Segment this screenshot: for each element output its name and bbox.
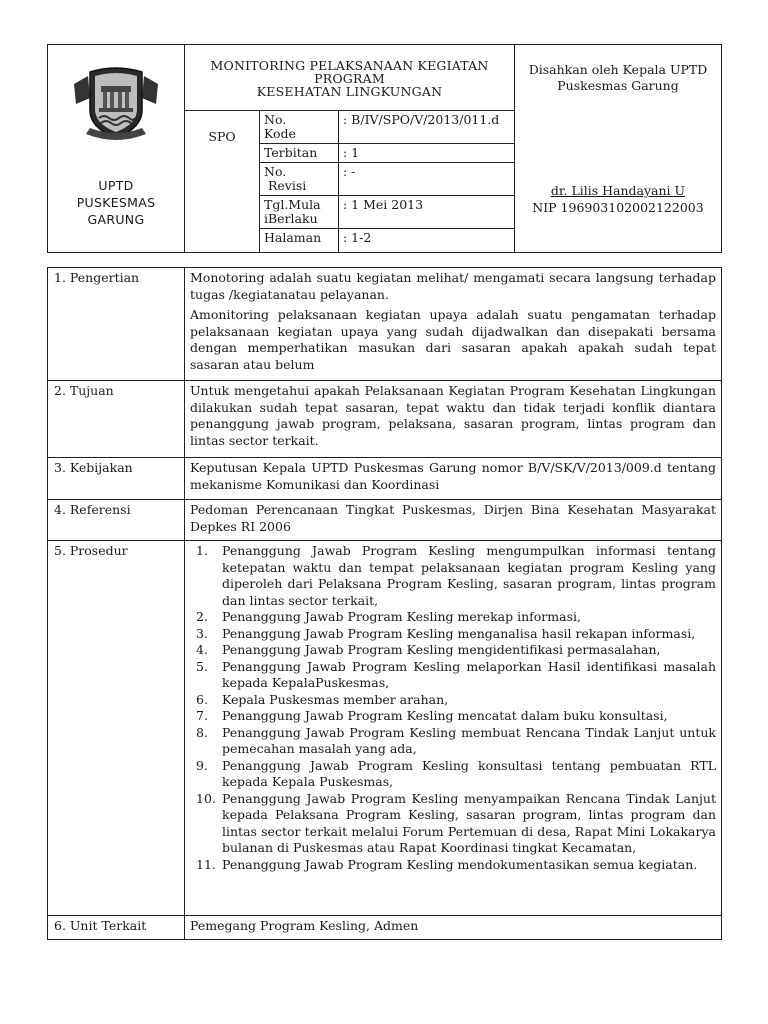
section-content: Pemegang Program Kesling, Admen	[185, 916, 722, 940]
section-label: 4. Referensi	[48, 500, 185, 541]
title-line-1: MONITORING PELAKSANAAN KEGIATAN	[210, 58, 489, 73]
title-line-3: KESEHATAN LINGKUNGAN	[256, 84, 443, 99]
procedure-step	[190, 609, 716, 626]
step-number: 8.	[196, 724, 208, 740]
step-number: 11.	[196, 856, 216, 872]
section-row-prosedur	[48, 541, 722, 916]
org-line-1: UPTD	[98, 178, 134, 193]
section-label: 5. Prosedur	[48, 541, 185, 916]
approval-cell	[515, 45, 722, 253]
section-content: Keputusan Kepala UPTD Puskesmas Garung nomor B/V/SK/V/2013/009.d tentang mekanisme Komunikasi dan Koordinasi	[185, 458, 722, 500]
puskesmas-logo	[48, 45, 184, 165]
org-line-3: GARUNG	[87, 212, 145, 227]
approval-text	[515, 45, 721, 94]
document-title	[185, 45, 515, 111]
paragraph: Amonitoring pelaksanaan kegiatan upaya adalah suatu pengamatan terhadap pelaksanaan kegiatan upaya yang sudah dijadwalkan dan disepakati bersama dengan memperhatikan masukan dari sasaran apakah apakah sudah tepat sasaran atau belum	[190, 307, 716, 372]
step-number: 2.	[196, 609, 208, 624]
procedure-step	[190, 758, 716, 791]
spo-label: SPO	[208, 129, 236, 144]
section-label: 3. Kebijakan	[48, 458, 185, 500]
paragraph: Monotoring adalah suatu kegiatan melihat/ mengamati secara langsung terhadap tugas /kegiatanatau pelayanan.	[190, 270, 716, 302]
step-text: Kepala Puskesmas member arahan,	[222, 691, 449, 707]
step-number: 6.	[196, 691, 208, 707]
procedure-step	[190, 708, 716, 725]
step-number: 10.	[196, 790, 216, 806]
signature-block	[515, 94, 721, 216]
section-row-tujuan	[48, 381, 722, 458]
section-label: 1. Pengertian	[48, 268, 185, 381]
section-content	[185, 541, 722, 916]
logo-cell	[48, 45, 185, 253]
meta-value-tgl-berlaku: : 1 Mei 2013	[339, 196, 515, 229]
approval-line-2: Puskesmas Garung	[557, 78, 679, 93]
procedure-step	[190, 642, 716, 659]
section-row-unit-terkait	[48, 916, 722, 940]
procedure-steps-list	[190, 543, 716, 873]
approval-line-1: Disahkan oleh Kepala UPTD	[528, 62, 708, 77]
spo-cell	[185, 111, 260, 253]
header-table	[47, 44, 722, 253]
organization-name	[48, 165, 184, 228]
procedure-step	[190, 543, 716, 609]
section-content: Pedoman Perencanaan Tingkat Puskesmas, Dirjen Bina Kesehatan Masyarakat Depkes RI 2006	[185, 500, 722, 541]
meta-label-no-kode: No. Kode	[260, 111, 339, 144]
procedure-step	[190, 626, 716, 643]
meta-label-tgl-berlaku: Tgl.Mula iBerlaku	[260, 196, 339, 229]
meta-value-terbitan: : 1	[339, 144, 515, 163]
meta-label-no-revisi: No. Revisi	[260, 163, 339, 196]
section-row-kebijakan	[48, 458, 722, 500]
procedure-step	[190, 857, 716, 874]
regency-emblem-icon	[68, 64, 164, 146]
step-text: Penanggung Jawab Program Kesling mengumpulkan informasi tentang ketepatan waktu dan tempat pelaksanaan kegiatan program Kesling yang diperoleh dari Pelaksana Program Kesling, sasaran program, lintas program dan lintas sector terkait,	[222, 543, 716, 608]
step-number: 1.	[196, 543, 208, 558]
procedure-table	[47, 267, 722, 940]
step-text: Penanggung Jawab Program Kesling konsultasi tentang pembuatan RTL kepada Kepala Puskesmas,	[222, 757, 716, 789]
procedure-step	[190, 659, 716, 692]
step-text: Penanggung Jawab Program Kesling mencatat dalam buku konsultasi,	[222, 708, 668, 723]
signer-name: dr. Lilis Handayani U	[550, 183, 686, 198]
section-content	[185, 268, 722, 381]
step-text: Penanggung Jawab Program Kesling menganalisa hasil rekapan informasi,	[222, 625, 696, 641]
section-row-referensi	[48, 500, 722, 541]
signer-nip: NIP 196903102002122003	[532, 200, 704, 215]
step-text: Penanggung Jawab Program Kesling mengidentifikasi permasalahan,	[222, 642, 661, 657]
step-number: 4.	[196, 642, 208, 657]
step-number: 9.	[196, 757, 208, 773]
step-text: Penanggung Jawab Program Kesling membuat Rencana Tindak Lanjut untuk pemecahan masalah yang ada,	[222, 724, 716, 756]
procedure-step	[190, 692, 716, 709]
step-number: 5.	[196, 658, 208, 674]
step-number: 3.	[196, 625, 208, 641]
section-content: Untuk mengetahui apakah Pelaksanaan Kegiatan Program Kesehatan Lingkungan dilakukan sudah tepat sasaran, tepat waktu dan tidak terjadi konflik diantara penanggung jawab program, pelaksana, sasaran program, lintas program dan lintas sector terkait.	[185, 381, 722, 458]
section-label: 6. Unit Terkait	[48, 916, 185, 940]
meta-label-halaman: Halaman	[260, 229, 339, 253]
procedure-step	[190, 725, 716, 758]
section-row-pengertian	[48, 268, 722, 381]
procedure-step	[190, 791, 716, 857]
step-text: Penanggung Jawab Program Kesling menyampaikan Rencana Tindak Lanjut kepada Pelaksana Program Kesling, sasaran program, lintas program dan lintas sector terkait melalui Forum Pertemuan di desa, Rapat Mini Lokakarya bulanan di Puskesmas atau Rapat Koordinasi tingkat Kecamatan,	[222, 790, 716, 855]
step-text: Penanggung Jawab Program Kesling melaporkan Hasil identifikasi masalah kepada KepalaPuskesmas,	[222, 658, 716, 690]
step-text: Penanggung Jawab Program Kesling mendokumentasikan semua kegiatan.	[222, 856, 698, 872]
step-number: 7.	[196, 708, 208, 723]
meta-label-terbitan: Terbitan	[260, 144, 339, 163]
step-text: Penanggung Jawab Program Kesling merekap informasi,	[222, 609, 581, 624]
section-label: 2. Tujuan	[48, 381, 185, 458]
org-line-2: PUSKESMAS	[76, 195, 156, 210]
meta-value-no-kode: : B/IV/SPO/V/2013/011.d	[339, 111, 515, 144]
title-line-2: PROGRAM	[314, 71, 385, 86]
meta-value-halaman: : 1-2	[339, 229, 515, 253]
meta-value-no-revisi: : -	[339, 163, 515, 196]
